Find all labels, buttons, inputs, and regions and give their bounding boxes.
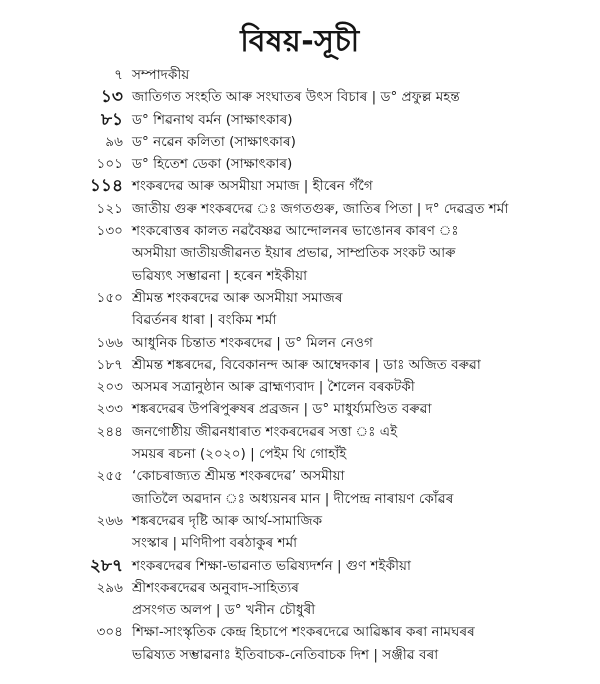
- page-number: ১০১: [96, 156, 123, 173]
- toc-entry: [0, 555, 600, 577]
- entry-title-line: আধুনিক চিন্তাত শংকৰদেৱ | ড° মিলন নেওগ: [132, 334, 373, 351]
- page-number: ২৮৭: [89, 555, 123, 576]
- page-number: ১৩: [100, 87, 123, 108]
- toc-entry: [0, 577, 600, 622]
- page-number: ৮১: [100, 109, 123, 130]
- toc-entry: [0, 398, 600, 420]
- toc-entry: [0, 287, 600, 332]
- entry-title-line: ভৱিষ্যৎ সম্ভাৱনা | হৰেন শইকীয়া: [132, 267, 308, 284]
- table-of-contents: [0, 64, 600, 666]
- entry-title-line: জাতীয় গুৰু শংকৰদেৱ ঃ জগতগুৰু, জাতিৰ পিতা | দ° দেৱব্ৰত শৰ্মা: [132, 200, 509, 217]
- entry-title-line: শিক্ষা-সাংস্কৃতিক কেন্দ্ৰ হিচাপে শংকৰদেৱে আৱিষ্কাৰ কৰা নামঘৰৰ: [132, 624, 475, 641]
- page-number: ২৬৬: [96, 512, 123, 529]
- page-number: ২৩৩: [96, 401, 123, 418]
- toc-entry: [0, 64, 600, 86]
- toc-entry: [0, 465, 600, 510]
- entry-title-line: শ্ৰীশংকৰদেৱৰ অনুবাদ-সাহিত্যৰ: [132, 579, 299, 596]
- entry-title-line: ড° হিতেশ ডেকা (সাক্ষাৎকাৰ): [132, 156, 293, 173]
- toc-entry: [0, 332, 600, 354]
- entry-title-line: অসমৰ সত্ৰানুষ্ঠান আৰু ব্ৰাহ্মণ্যবাদ | শৈলেন বৰকটকী: [132, 379, 415, 396]
- toc-entry: [0, 198, 600, 220]
- entry-title-line: ড° নৱেন কলিতা (সাক্ষাৎকাৰ): [132, 133, 296, 150]
- toc-entry: [0, 109, 600, 131]
- page-number: ২৫৫: [96, 468, 123, 485]
- entry-title-line: বিৱৰ্তনৰ ধাৰা | বংকিম শৰ্মা: [132, 312, 277, 329]
- entry-title-line: সংস্কাৰ | মণিদীপা বৰঠাকুৰ শৰ্মা: [132, 535, 298, 552]
- entry-title-line: জনগোষ্ঠীয় জীৱনধাৰাত শংকৰদেৱৰ সত্তা ঃ এই: [132, 423, 398, 440]
- page-number: ১৮৭: [96, 356, 123, 373]
- entry-title-line: শঙ্কৰদেৱৰ উপৰিপুৰুষৰ প্ৰব্ৰজন | ড° মাধুৰ্য্যমণ্ডিত বৰুৱা: [132, 401, 432, 418]
- page-title: বিষয়-সূচী: [240, 24, 360, 60]
- entry-title-line: ড° শিৱনাথ বৰ্মন (সাক্ষাৎকাৰ): [132, 111, 293, 128]
- entry-title-line: শংকৰোত্তৰ কালত নৱবৈষ্ণৱ আন্দোলনৰ ভাঙোনৰ কাৰণ ঃ: [132, 223, 459, 240]
- toc-entry: [0, 86, 600, 108]
- page-number: ১৫০: [96, 289, 123, 306]
- entry-title-line: শংকৰদেৱৰ শিক্ষা-ভাৱনাত ভৱিষ্যদৰ্শন | গুণ শইকীয়া: [132, 557, 411, 574]
- toc-entry: [0, 621, 600, 666]
- page-number: ১৬৬: [96, 334, 123, 351]
- entry-title-line: শংকৰদেৱ আৰু অসমীয়া সমাজ | হীৰেন গঁগৈ: [132, 178, 373, 195]
- entry-title-line: শঙ্কৰদেৱৰ দৃষ্টি আৰু আৰ্থ-সামাজিক: [132, 512, 323, 529]
- toc-entry: [0, 421, 600, 466]
- page-number: ২০৩: [96, 379, 123, 396]
- entry-title-line: সময়ৰ ৰচনা (২০২০) | পেইম থি গোহাঁই: [132, 446, 347, 463]
- entry-title-line: ভৱিষ্যত সম্ভাৱনাঃ ইতিবাচক-নেতিবাচক দিশ | সঞ্জীৱ বৰা: [132, 646, 439, 663]
- toc-entry: [0, 354, 600, 376]
- entry-title-line: অসমীয়া জাতীয়জীৱনত ইয়াৰ প্ৰভাৱ, সাম্প্ৰতিক সংকট আৰু: [132, 245, 456, 262]
- page-number: ৩০৪: [96, 624, 123, 641]
- page-number: ৯৬: [105, 133, 123, 150]
- page-number: ২৯৬: [96, 579, 123, 596]
- toc-entry: [0, 175, 600, 197]
- page-number: ১১৪: [89, 176, 123, 197]
- page-number: ১৩০: [96, 223, 123, 240]
- toc-entry: [0, 510, 600, 555]
- toc-entry: [0, 131, 600, 153]
- entry-title-line: ‘কোচৰাজ্যত শ্ৰীমন্ত শংকৰদেৱ’ অসমীয়া: [132, 468, 345, 485]
- page-number: ৭: [114, 67, 123, 83]
- entry-title-line: প্ৰসংগত অলপ | ড° খনীন চৌধুৰী: [132, 602, 316, 619]
- entry-title-line: সম্পাদকীয়: [132, 67, 190, 83]
- entry-title-line: জাতিগত সংহতি আৰু সংঘাতৰ উৎস বিচাৰ | ড° প্ৰফুল্ল মহন্ত: [132, 89, 460, 106]
- entry-title-line: শ্ৰীমন্ত শংকৰদেৱ আৰু অসমীয়া সমাজৰ: [132, 289, 343, 306]
- entry-title-line: জাতিলৈ অৱদান ঃ অধ্যয়নৰ মান | দীপেন্দ্ৰ নাৰায়ণ কোঁৱৰ: [132, 490, 454, 507]
- toc-entry: [0, 153, 600, 175]
- toc-entry: [0, 220, 600, 287]
- toc-entry: [0, 376, 600, 398]
- entry-title-line: শ্ৰীমন্ত শঙ্কৰদেৱ, বিবেকানন্দ আৰু আম্বেদকাৰ | ডাঃ অজিত বৰুৱা: [132, 356, 481, 373]
- page-number: ১২১: [96, 200, 123, 217]
- page-number: ২৪৪: [96, 423, 123, 440]
